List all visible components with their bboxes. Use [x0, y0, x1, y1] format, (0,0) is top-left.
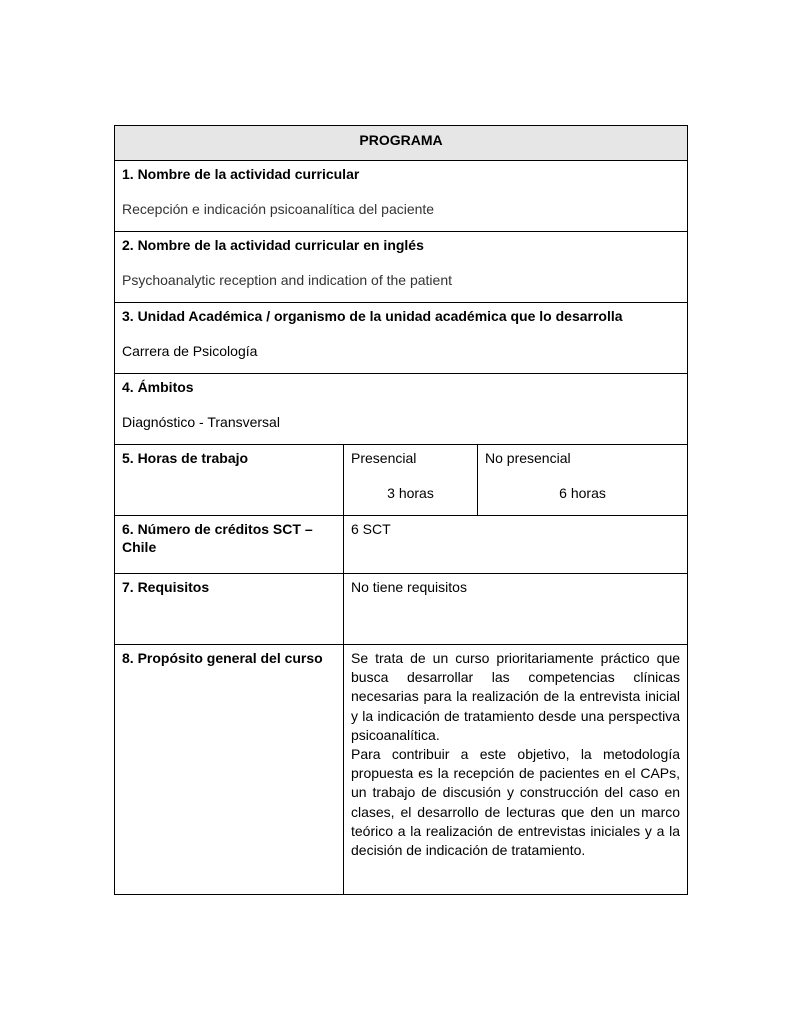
program-header: PROGRAMA: [115, 126, 688, 161]
section-5-title: 5. Horas de trabajo: [122, 450, 249, 466]
section-6-value: 6 SCT: [351, 521, 391, 537]
section-4-title: 4. Ámbitos: [122, 379, 194, 395]
presencial-cell: [344, 445, 478, 516]
section-7-value: No tiene requisitos: [351, 579, 467, 595]
presencial-value: 3 horas: [387, 485, 434, 501]
section-7-title: 7. Requisitos: [122, 579, 210, 595]
section-6-title-cell: [115, 516, 344, 574]
no-presencial-cell: [478, 445, 688, 516]
section-3-title: 3. Unidad Académica / organismo de la unidad académica que lo desarrolla: [122, 308, 623, 324]
no-presencial-label: No presencial: [485, 450, 571, 466]
no-presencial-value: 6 horas: [559, 485, 606, 501]
section-3-row: [115, 303, 688, 374]
section-1-value: Recepción e indicación psicoanalítica del paciente: [122, 201, 435, 217]
presencial-label: Presencial: [351, 450, 417, 466]
section-4-row: [115, 374, 688, 445]
purpose-paragraph-2: Para contribuir a este objetivo, la metodología propuesta es la recepción de pacientes en el CAPs, un trabajo de discusión y construcción del caso en clases, el desarrollo de lecturas que den un marco teórico a la realización de entrevistas iniciales y a la decisión de indicación de tratamiento.: [351, 746, 681, 859]
section-1-cell: [115, 161, 688, 232]
section-8-title-cell: [115, 645, 344, 895]
section-3-cell: [115, 303, 688, 374]
section-8-value-cell: [344, 645, 688, 895]
section-8-title: 8. Propósito general del curso: [122, 650, 323, 666]
section-3-value: Carrera de Psicología: [122, 343, 258, 359]
section-6-title: 6. Número de créditos SCT – Chile: [122, 521, 313, 555]
section-2-row: [115, 232, 688, 303]
section-2-value: Psychoanalytic reception and indication of the patient: [122, 272, 452, 288]
section-7-value-cell: [344, 574, 688, 645]
section-7-title-cell: [115, 574, 344, 645]
section-8-row: [115, 645, 688, 895]
section-2-title: 2. Nombre de la actividad curricular en inglés: [122, 237, 424, 253]
header-row: [115, 126, 688, 161]
purpose-paragraph-1: Se trata de un curso prioritariamente práctico que busca desarrollar las competencias clínicas necesarias para la realización de la entrevista inicial y la indicación de tratamiento desde una perspectiva psicoanalítica.: [351, 650, 681, 743]
section-5-title-cell: [115, 445, 344, 516]
program-table: [114, 125, 688, 895]
section-7-row: [115, 574, 688, 645]
section-4-value: Diagnóstico - Transversal: [122, 414, 280, 430]
section-4-cell: [115, 374, 688, 445]
section-1-title: 1. Nombre de la actividad curricular: [122, 166, 360, 182]
section-2-cell: [115, 232, 688, 303]
section-6-row: [115, 516, 688, 574]
section-5-row: [115, 445, 688, 516]
section-1-row: [115, 161, 688, 232]
section-6-value-cell: [344, 516, 688, 574]
